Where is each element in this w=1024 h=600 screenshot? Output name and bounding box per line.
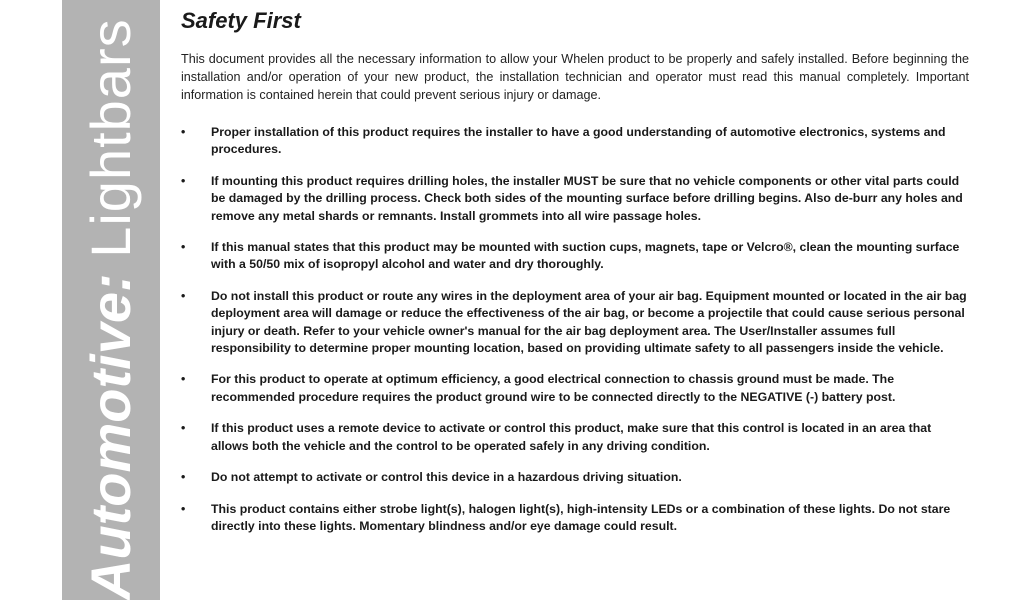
section-product-label: Lightbars: [79, 18, 142, 258]
safety-bullet-4: [181, 288, 969, 358]
safety-bullet-6: [181, 420, 969, 455]
safety-bullet-7: [181, 469, 969, 486]
bullet-text: This product contains either strobe light(s), halogen light(s), high-intensity LEDs or a combination of these lights. Do not stare directly into these lights. Momentary blindness and/or eye damage could result.: [211, 501, 951, 533]
page-title: Safety First: [181, 8, 301, 33]
bullet-text: If this product uses a remote device to activate or control this product, make sure that this control is located in an area that allows both the vehicle and the control to be operated safely in any driving condition.: [211, 421, 932, 453]
bullet-marker: •: [181, 501, 186, 516]
bullet-marker: •: [181, 173, 186, 188]
bullet-marker: •: [181, 288, 186, 303]
bullet-text: For this product to operate at optimum efficiency, a good electrical connection to chassis ground must be made. The recommended procedure requires the product ground wire to be connected directly to the NEGATIVE (-) battery post.: [211, 372, 896, 404]
section-category-label: Automotive:: [79, 273, 142, 600]
bullet-text: Do not install this product or route any wires in the deployment area of your air bag. Equipment mounted or located in the air bag deployment area will damage or reduce the effectiveness of the air bag, or become a projectile that could cause serious personal injury or death. Refer to your vehicle owner's manual for the air bag deployment area. The User/Installer assumes full responsibility to determine proper mounting location, based on providing ultimate safety to all passengers inside the vehicle.: [211, 288, 967, 356]
safety-bullet-5: [181, 371, 969, 406]
safety-bullet-8: [181, 501, 969, 536]
bullet-marker: •: [181, 372, 186, 387]
section-side-tab: [62, 0, 160, 600]
safety-bullet-2: [181, 173, 969, 225]
section-side-label: [79, 18, 142, 600]
bullet-text: Proper installation of this product requires the installer to have a good understanding of automotive electronics, systems and procedures.: [211, 125, 946, 157]
bullet-text: If mounting this product requires drilling holes, the installer MUST be sure that no vehicle components or other vital parts could be damaged by the drilling process. Check both sides of the mounting surface before drilling begins. Also de-burr any holes and remove any metal shards or remnants. Install grommets into all wire passage holes.: [211, 173, 963, 223]
document-content: [181, 6, 969, 535]
safety-bullet-list: [181, 124, 969, 535]
bullet-marker: •: [181, 421, 186, 436]
safety-bullet-1: [181, 124, 969, 159]
bullet-marker: •: [181, 125, 186, 139]
safety-bullet-3: [181, 239, 969, 274]
intro-paragraph: This document provides all the necessary information to allow your Whelen product to be properly and safely installed. Before beginning the installation and/or operation of your new product, the installation technician and operator must read this manual completely. Important information is contained herein that could prevent serious injury or damage.: [181, 52, 969, 102]
bullet-marker: •: [181, 240, 186, 255]
bullet-text: If this manual states that this product may be mounted with suction cups, magnets, tape or Velcro®, clean the mounting surface with a 50/50 mix of isopropyl alcohol and water and dry thoroughly.: [211, 240, 960, 272]
bullet-text: Do not attempt to activate or control this device in a hazardous driving situation.: [211, 470, 682, 485]
bullet-marker: •: [181, 470, 186, 485]
